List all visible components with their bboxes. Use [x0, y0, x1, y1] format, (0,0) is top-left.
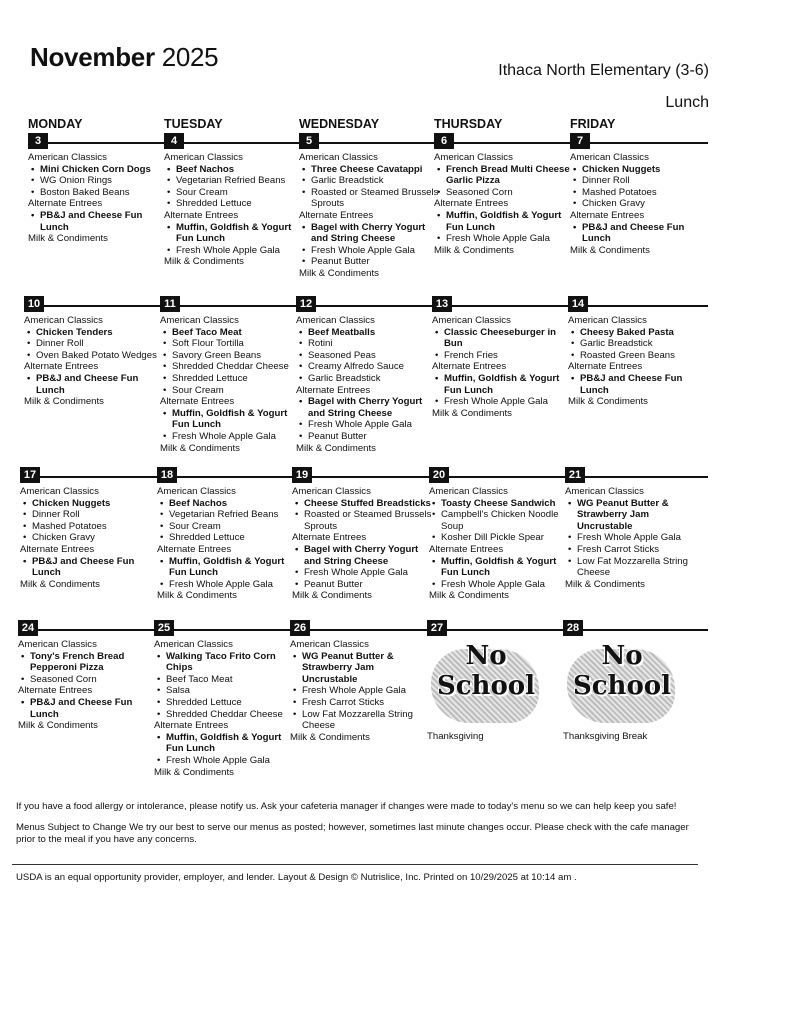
- category-label: Alternate Entrees: [18, 685, 93, 697]
- milk-condiments-label: Milk & Condiments: [160, 442, 240, 454]
- menu-item: • Fresh Whole Apple Gala: [429, 579, 569, 591]
- menu-item: • Roasted Green Beans: [568, 350, 708, 362]
- menu-item: • Fresh Whole Apple Gala: [154, 755, 294, 767]
- menu-item: • Fresh Whole Apple Gala: [296, 419, 436, 431]
- day-cell: [565, 467, 705, 590]
- menu-item: Garlic Pizza: [446, 175, 500, 187]
- menu-item: • Seasoned Corn: [18, 674, 158, 686]
- menu-item: Strawberry Jam Uncrustable: [577, 509, 649, 532]
- milk-condiments-label: Milk & Condiments: [299, 267, 379, 279]
- weekday-header-monday: MONDAY: [28, 117, 83, 131]
- menu-item: • Sour Cream: [160, 385, 300, 397]
- month-label: November: [30, 42, 155, 72]
- allergy-notice: If you have a food allergy or intolerance, please notify us. Ask your cafeteria manager if changes were made to today's menu so we can help keep you safe!: [16, 801, 677, 812]
- menu-item: • Mini Chicken Corn Dogs: [28, 164, 168, 176]
- milk-condiments-label: Milk & Condiments: [434, 244, 514, 256]
- milk-condiments-label: Milk & Condiments: [570, 244, 650, 256]
- menu-item: • PB&J and Cheese Fun Lunch: [568, 373, 708, 396]
- menu-item: • Bagel with Cherry Yogurt: [299, 222, 439, 234]
- menu-item: • Chicken Nuggets: [570, 164, 710, 176]
- menu-item: and String Cheese: [304, 555, 389, 567]
- day-cell: [290, 620, 430, 743]
- no-school-graphic: [563, 641, 681, 727]
- milk-condiments-label: Milk & Condiments: [292, 590, 372, 602]
- date-badge: 3: [28, 133, 48, 149]
- menu-item: • Salsa: [154, 685, 294, 697]
- menu-item: • Shredded Lettuce: [160, 373, 300, 385]
- menu-item: • Toasty Cheese Sandwich: [429, 498, 569, 510]
- menu-item: • Cheese Stuffed Breadsticks: [292, 498, 432, 510]
- menu-item: • Fresh Whole Apple Gala: [299, 245, 439, 257]
- category-label: American Classics: [570, 152, 649, 163]
- year-label: 2025: [161, 42, 219, 72]
- milk-condiments-label: Milk & Condiments: [20, 578, 100, 590]
- menu-item: • Fresh Carrot Sticks: [290, 697, 430, 709]
- menu-item: • Fresh Carrot Sticks: [565, 544, 705, 556]
- menu-item: • French Bread Multi Cheese: [434, 164, 574, 176]
- menu-item: • Dinner Roll: [570, 175, 710, 187]
- category-label: Alternate Entrees: [568, 361, 643, 373]
- menu-item: Fun Lunch: [444, 384, 494, 396]
- category-label: American Classics: [565, 486, 644, 497]
- date-badge: 24: [18, 620, 38, 636]
- category-label: American Classics: [296, 315, 375, 326]
- category-label: American Classics: [434, 152, 513, 163]
- category-label: Alternate Entrees: [28, 198, 103, 210]
- category-label: American Classics: [290, 639, 369, 650]
- meal-type: Lunch: [665, 94, 709, 111]
- menu-item: • Savory Green Beans: [160, 350, 300, 362]
- date-badge: 28: [563, 620, 583, 636]
- menu-item: Fun Lunch: [176, 233, 226, 245]
- menu-item: • Low Fat Mozzarella String: [565, 556, 705, 568]
- menu-item: • Campbell's Chicken Noodle: [429, 509, 569, 521]
- day-cell: [427, 620, 557, 743]
- date-badge: 26: [290, 620, 310, 636]
- day-cell: [432, 296, 572, 419]
- menu-item: • Mashed Potatoes: [20, 521, 160, 533]
- date-badge: 6: [434, 133, 454, 149]
- menu-item: • Low Fat Mozzarella String: [290, 709, 430, 721]
- date-badge: 4: [164, 133, 184, 149]
- menu-item: • PB&J and Cheese Fun Lunch: [570, 222, 710, 245]
- milk-condiments-label: Milk & Condiments: [290, 731, 370, 743]
- day-cell: [434, 133, 574, 256]
- date-badge: 20: [429, 467, 449, 483]
- date-badge: 14: [568, 296, 588, 312]
- category-label: American Classics: [24, 315, 103, 326]
- milk-condiments-label: Milk & Condiments: [568, 396, 648, 408]
- menu-item: • Walking Taco Frito Corn: [154, 651, 294, 663]
- category-label: Alternate Entrees: [20, 543, 95, 555]
- category-label: American Classics: [160, 315, 239, 326]
- menu-item: • Dinner Roll: [20, 509, 160, 521]
- menu-item: Cheese: [577, 567, 611, 579]
- menu-item: • Garlic Breadstick: [299, 175, 439, 187]
- category-label: American Classics: [568, 315, 647, 326]
- day-cell: [164, 133, 304, 268]
- day-cell: [296, 296, 436, 454]
- category-label: Alternate Entrees: [570, 209, 645, 221]
- milk-condiments-label: Milk & Condiments: [565, 578, 645, 590]
- category-label: American Classics: [432, 315, 511, 326]
- menu-item: • Chicken Tenders: [24, 327, 164, 339]
- menu-item: • Roasted or Steamed Brussels: [292, 509, 432, 521]
- date-badge: 17: [20, 467, 40, 483]
- menu-item: • PB&J and Cheese Fun Lunch: [18, 697, 158, 720]
- menu-item: Fun Lunch: [166, 743, 216, 755]
- milk-condiments-label: Milk & Condiments: [154, 766, 234, 778]
- menu-item: • Fresh Whole Apple Gala: [160, 431, 300, 443]
- weekday-header-thursday: THURSDAY: [434, 117, 503, 131]
- menu-item: • Beef Nachos: [164, 164, 304, 176]
- day-cell: [154, 620, 294, 778]
- menu-item: Chips: [166, 662, 193, 674]
- menu-item: Sprouts: [311, 198, 345, 210]
- no-school-word-school: School: [572, 671, 672, 701]
- menu-item: • Muffin, Goldfish & Yogurt: [429, 556, 569, 568]
- menu-item: • Beef Nachos: [157, 498, 297, 510]
- menu-item: • PB&J and Cheese Fun Lunch: [20, 556, 160, 579]
- menu-item: • Fresh Whole Apple Gala: [434, 233, 574, 245]
- menu-item: • Soft Flour Tortilla: [160, 338, 300, 350]
- date-badge: 7: [570, 133, 590, 149]
- menu-item: Sprouts: [304, 520, 338, 532]
- menu-item: • Bagel with Cherry Yogurt: [292, 544, 432, 556]
- category-label: Alternate Entrees: [429, 543, 504, 555]
- menu-item: • Peanut Butter: [292, 579, 432, 591]
- menu-item: • Classic Cheeseburger in: [432, 327, 572, 339]
- date-badge: 21: [565, 467, 585, 483]
- menu-item: • Beef Taco Meat: [154, 674, 294, 686]
- menu-item: • Tony's French Bread: [18, 651, 158, 663]
- category-label: Alternate Entrees: [299, 209, 374, 221]
- day-cell: [570, 133, 710, 256]
- menu-item: • Cheesy Baked Pasta: [568, 327, 708, 339]
- menu-item: Fun Lunch: [172, 419, 222, 431]
- menu-item: • WG Peanut Butter &: [290, 651, 430, 663]
- menu-item: • Seasoned Peas: [296, 350, 436, 362]
- menu-item: • Three Cheese Cavatappi: [299, 164, 439, 176]
- no-school-word-school: School: [436, 671, 536, 701]
- menu-item: • Beef Taco Meat: [160, 327, 300, 339]
- holiday-caption: Thanksgiving Break: [563, 731, 648, 742]
- menu-item: • WG Onion Rings: [28, 175, 168, 187]
- milk-condiments-label: Milk & Condiments: [164, 256, 244, 268]
- menu-item: • Sour Cream: [157, 521, 297, 533]
- menu-item: • PB&J and Cheese Fun Lunch: [24, 373, 164, 396]
- date-badge: 18: [157, 467, 177, 483]
- category-label: American Classics: [28, 152, 107, 163]
- menu-item: • Muffin, Goldfish & Yogurt: [154, 732, 294, 744]
- menu-item: • Vegetarian Refried Beans: [157, 509, 297, 521]
- menu-item: • Fresh Whole Apple Gala: [565, 532, 705, 544]
- menu-item: • Dinner Roll: [24, 338, 164, 350]
- date-badge: 10: [24, 296, 44, 312]
- menu-item: • Seasoned Corn: [434, 187, 574, 199]
- date-badge: 13: [432, 296, 452, 312]
- date-badge: 19: [292, 467, 312, 483]
- menu-item: • Rotini: [296, 338, 436, 350]
- menu-item: • WG Peanut Butter &: [565, 498, 705, 510]
- weekday-header-wednesday: WEDNESDAY: [299, 117, 380, 131]
- day-cell: [28, 133, 168, 245]
- menu-item: Fun Lunch: [446, 221, 496, 233]
- no-school-graphic: [427, 641, 545, 727]
- menu-item: • Muffin, Goldfish & Yogurt: [160, 408, 300, 420]
- menu-item: Strawberry Jam Uncrustable: [302, 662, 374, 685]
- category-label: Alternate Entrees: [164, 209, 239, 221]
- no-school-word-no: No: [601, 641, 643, 671]
- menu-item: and String Cheese: [308, 407, 393, 419]
- menu-item: • Peanut Butter: [299, 256, 439, 268]
- category-label: American Classics: [164, 152, 243, 163]
- menu-item: • Muffin, Goldfish & Yogurt: [157, 556, 297, 568]
- page-title: [30, 42, 218, 73]
- date-badge: 11: [160, 296, 180, 312]
- category-label: American Classics: [292, 486, 371, 497]
- milk-condiments-label: Milk & Condiments: [296, 442, 376, 454]
- milk-condiments-label: Milk & Condiments: [429, 590, 509, 602]
- category-label: American Classics: [18, 639, 97, 650]
- menu-item: Fun Lunch: [441, 567, 491, 579]
- day-cell: [157, 467, 297, 602]
- day-cell: [292, 467, 432, 602]
- day-cell: [18, 620, 158, 732]
- milk-condiments-label: Milk & Condiments: [432, 407, 512, 419]
- menu-item: • Creamy Alfredo Sauce: [296, 361, 436, 373]
- menu-item: • Fresh Whole Apple Gala: [432, 396, 572, 408]
- day-cell: [568, 296, 708, 408]
- day-cell: [160, 296, 300, 454]
- menu-item: • Chicken Nuggets: [20, 498, 160, 510]
- category-label: American Classics: [429, 486, 508, 497]
- menu-item: • Muffin, Goldfish & Yogurt: [432, 373, 572, 385]
- milk-condiments-label: Milk & Condiments: [28, 233, 108, 245]
- weekday-header-friday: FRIDAY: [570, 117, 616, 131]
- menu-item: • Chicken Gravy: [20, 532, 160, 544]
- menu-item: • Bagel with Cherry Yogurt: [296, 396, 436, 408]
- menu-item: • Sour Cream: [164, 187, 304, 199]
- day-cell: [299, 133, 439, 280]
- menu-item: • Boston Baked Beans: [28, 187, 168, 199]
- category-label: Alternate Entrees: [296, 384, 371, 396]
- menu-item: • Kosher Dill Pickle Spear: [429, 532, 569, 544]
- menu-item: Cheese: [302, 720, 336, 732]
- holiday-caption: Thanksgiving: [427, 731, 484, 742]
- weekday-header-tuesday: TUESDAY: [164, 117, 223, 131]
- category-label: Alternate Entrees: [24, 361, 99, 373]
- menu-item: • Fresh Whole Apple Gala: [292, 567, 432, 579]
- menu-item: Bun: [444, 338, 463, 350]
- menu-item: • Muffin, Goldfish & Yogurt: [434, 210, 574, 222]
- menu-item: • Chicken Gravy: [570, 198, 710, 210]
- menu-item: • Shredded Cheddar Cheese: [160, 361, 300, 373]
- date-badge: 5: [299, 133, 319, 149]
- change-notice: Menus Subject to Change We try our best to serve our menus as posted; however, sometimes last minute changes occur. Please check with the cafe manager prior to the meal if you have any concerns.: [16, 822, 689, 845]
- no-school-word-no: No: [465, 641, 507, 671]
- menu-item: • Oven Baked Potato Wedges: [24, 350, 164, 362]
- menu-item: Pepperoni Pizza: [30, 662, 104, 674]
- menu-item: • Beef Meatballs: [296, 327, 436, 339]
- day-cell: [24, 296, 164, 408]
- date-badge: 27: [427, 620, 447, 636]
- menu-item: • Shredded Lettuce: [154, 697, 294, 709]
- menu-item: • Muffin, Goldfish & Yogurt: [164, 222, 304, 234]
- footer-divider: [12, 864, 698, 865]
- category-label: American Classics: [20, 486, 99, 497]
- category-label: Alternate Entrees: [432, 361, 507, 373]
- menu-item: • Garlic Breadstick: [296, 373, 436, 385]
- menu-item: • PB&J and Cheese Fun Lunch: [28, 210, 168, 233]
- menu-item: Soup: [441, 520, 464, 532]
- menu-item: • Fresh Whole Apple Gala: [164, 245, 304, 257]
- category-label: American Classics: [157, 486, 236, 497]
- milk-condiments-label: Milk & Condiments: [157, 590, 237, 602]
- menu-item: • Garlic Breadstick: [568, 338, 708, 350]
- day-cell: [20, 467, 160, 590]
- menu-item: and String Cheese: [311, 233, 396, 245]
- category-label: Alternate Entrees: [157, 543, 232, 555]
- category-label: Alternate Entrees: [154, 720, 229, 732]
- category-label: Alternate Entrees: [160, 396, 235, 408]
- menu-item: • Shredded Lettuce: [157, 532, 297, 544]
- menu-item: • Mashed Potatoes: [570, 187, 710, 199]
- menu-item: • Roasted or Steamed Brussels: [299, 187, 439, 199]
- menu-item: • French Fries: [432, 350, 572, 362]
- date-badge: 12: [296, 296, 316, 312]
- menu-item: • Shredded Cheddar Cheese: [154, 709, 294, 721]
- day-cell: [563, 620, 693, 743]
- day-cell: [429, 467, 569, 602]
- usda-notice: USDA is an equal opportunity provider, employer, and lender. Layout & Design © Nutrislice, Inc. Printed on 10/29/2025 at 10:14 am .: [16, 872, 577, 883]
- category-label: American Classics: [299, 152, 378, 163]
- menu-item: • Vegetarian Refried Beans: [164, 175, 304, 187]
- category-label: Alternate Entrees: [292, 532, 367, 544]
- milk-condiments-label: Milk & Condiments: [18, 720, 98, 732]
- category-label: American Classics: [154, 639, 233, 650]
- milk-condiments-label: Milk & Condiments: [24, 396, 104, 408]
- menu-item: • Fresh Whole Apple Gala: [157, 579, 297, 591]
- school-name: Ithaca North Elementary (3-6): [498, 62, 709, 79]
- menu-item: Fun Lunch: [169, 567, 219, 579]
- menu-item: • Fresh Whole Apple Gala: [290, 685, 430, 697]
- menu-item: • Peanut Butter: [296, 431, 436, 443]
- menu-item: • Shredded Lettuce: [164, 198, 304, 210]
- category-label: Alternate Entrees: [434, 198, 509, 210]
- date-badge: 25: [154, 620, 174, 636]
